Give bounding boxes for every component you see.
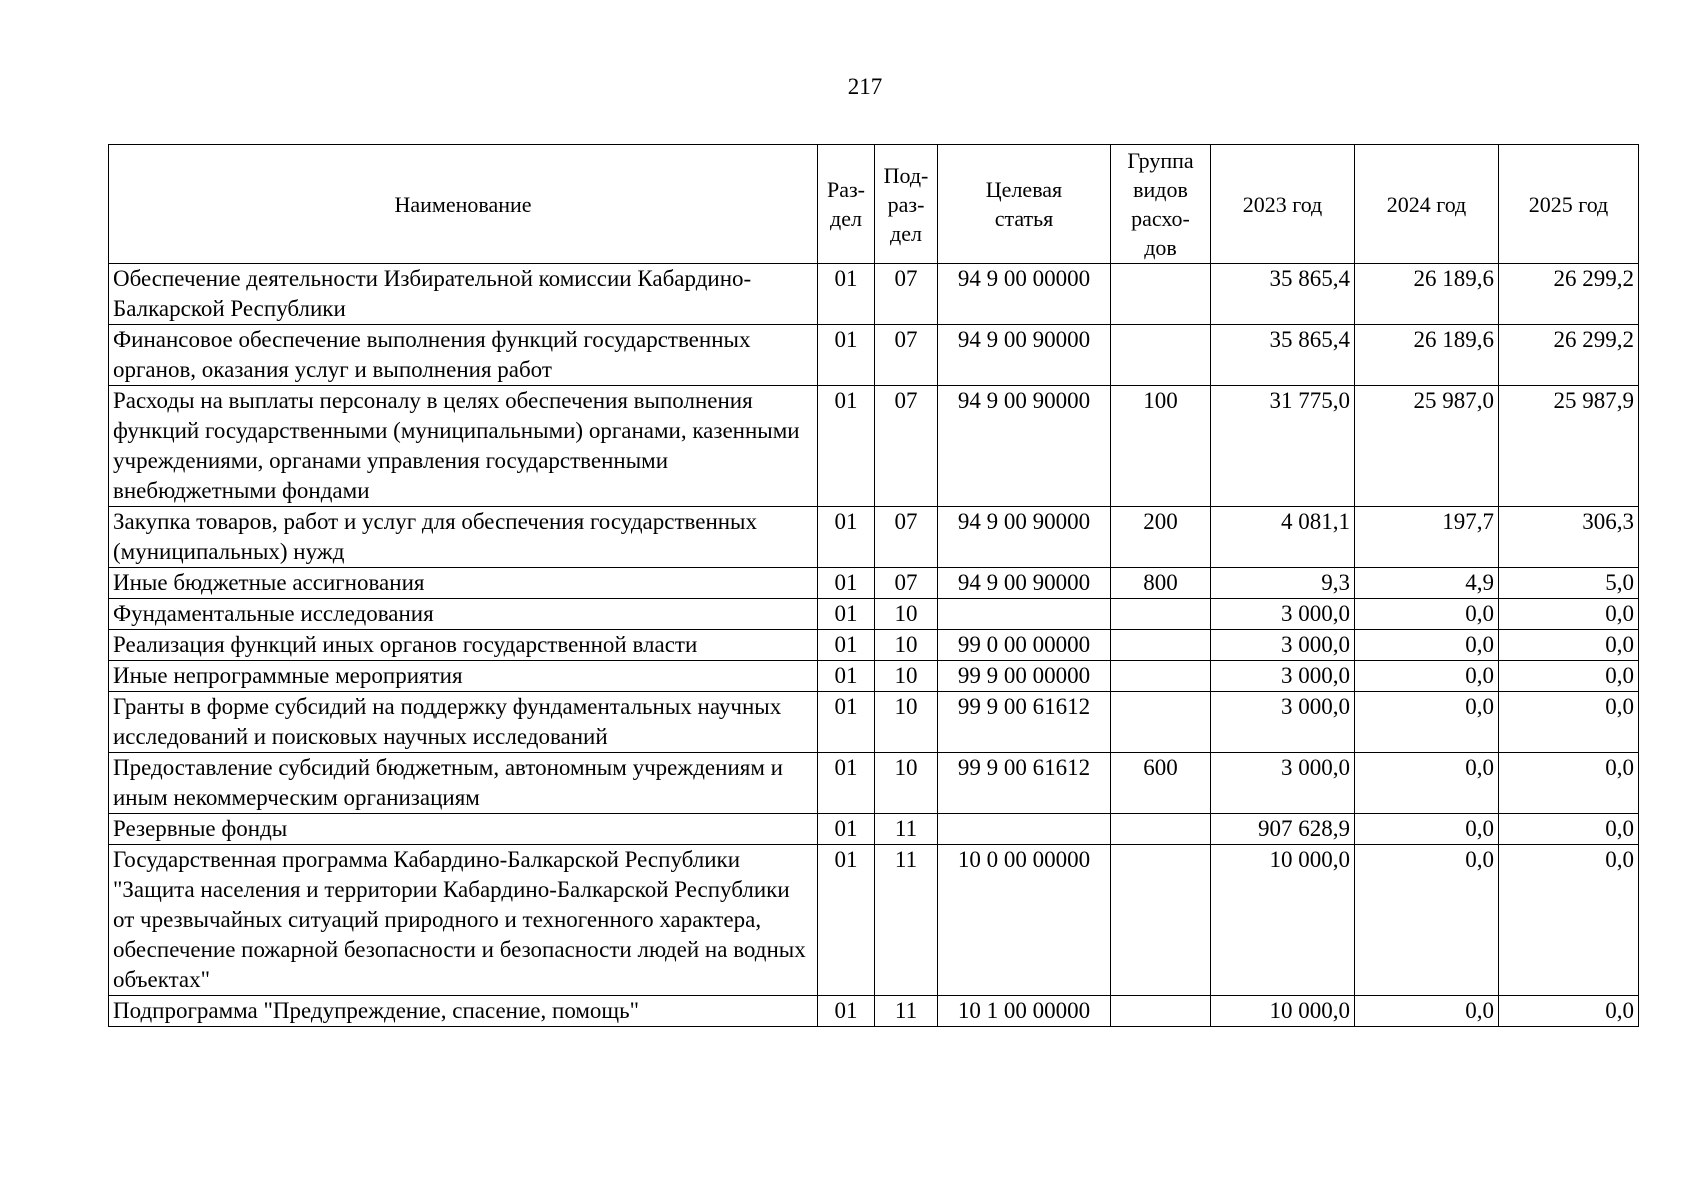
budget-table — [108, 144, 1639, 1027]
cell-2024: 0,0 — [1355, 630, 1499, 661]
cell-target-article: 99 9 00 61612 — [938, 692, 1111, 753]
cell-target-article: 94 9 00 90000 — [938, 507, 1111, 568]
cell-name: Гранты в форме субсидий на поддержку фундаментальных научных исследований и поисковых научных исследований — [109, 692, 818, 753]
cell-razdel: 01 — [818, 692, 875, 753]
header-2025: 2025 год — [1499, 145, 1639, 264]
cell-target-article: 94 9 00 90000 — [938, 325, 1111, 386]
cell-expense-group — [1111, 630, 1211, 661]
cell-name: Подпрограмма "Предупреждение, спасение, помощь" — [109, 996, 818, 1027]
cell-target-article: 94 9 00 90000 — [938, 568, 1111, 599]
header-name: Наименование — [109, 145, 818, 264]
cell-2024: 0,0 — [1355, 692, 1499, 753]
cell-podrazdel: 10 — [875, 630, 938, 661]
cell-2024: 0,0 — [1355, 814, 1499, 845]
cell-2025: 0,0 — [1499, 599, 1639, 630]
cell-2025: 0,0 — [1499, 814, 1639, 845]
cell-2025: 0,0 — [1499, 661, 1639, 692]
cell-expense-group — [1111, 264, 1211, 325]
cell-expense-group: 100 — [1111, 386, 1211, 507]
cell-podrazdel: 10 — [875, 599, 938, 630]
cell-2025: 0,0 — [1499, 845, 1639, 996]
cell-2023: 10 000,0 — [1211, 845, 1355, 996]
table-row — [109, 630, 1639, 661]
cell-podrazdel: 11 — [875, 996, 938, 1027]
table-row — [109, 692, 1639, 753]
cell-podrazdel: 07 — [875, 386, 938, 507]
cell-expense-group — [1111, 661, 1211, 692]
table-row — [109, 814, 1639, 845]
cell-2023: 3 000,0 — [1211, 753, 1355, 814]
page-number: 217 — [847, 74, 883, 99]
cell-name: Резервные фонды — [109, 814, 818, 845]
cell-razdel: 01 — [818, 661, 875, 692]
cell-2025: 0,0 — [1499, 753, 1639, 814]
cell-2023: 907 628,9 — [1211, 814, 1355, 845]
cell-2025: 0,0 — [1499, 692, 1639, 753]
table-row — [109, 325, 1639, 386]
header-razdel: Раз- дел — [818, 145, 875, 264]
cell-name: Обеспечение деятельности Избирательной комиссии Кабардино-Балкарской Республики — [109, 264, 818, 325]
header-2023: 2023 год — [1211, 145, 1355, 264]
cell-podrazdel: 10 — [875, 661, 938, 692]
cell-podrazdel: 07 — [875, 568, 938, 599]
cell-target-article — [938, 599, 1111, 630]
cell-target-article: 99 9 00 00000 — [938, 661, 1111, 692]
table-header-row — [109, 145, 1639, 264]
cell-name: Предоставление субсидий бюджетным, автономным учреждениям и иным некоммерческим организациям — [109, 753, 818, 814]
cell-2024: 197,7 — [1355, 507, 1499, 568]
cell-2023: 35 865,4 — [1211, 325, 1355, 386]
header-2024: 2024 год — [1355, 145, 1499, 264]
cell-podrazdel: 07 — [875, 325, 938, 386]
cell-2025: 0,0 — [1499, 996, 1639, 1027]
cell-name: Финансовое обеспечение выполнения функций государственных органов, оказания услуг и выполнения работ — [109, 325, 818, 386]
cell-expense-group — [1111, 814, 1211, 845]
cell-name: Государственная программа Кабардино-Балкарской Республики "Защита населения и территории Кабардино-Балкарской Республики от чрезвычайных ситуаций природного и техногенного характера, обеспечение пожарной безопасности и безопасности людей на водных объектах" — [109, 845, 818, 996]
cell-2025: 5,0 — [1499, 568, 1639, 599]
cell-2023: 3 000,0 — [1211, 692, 1355, 753]
cell-2025: 25 987,9 — [1499, 386, 1639, 507]
cell-razdel: 01 — [818, 264, 875, 325]
cell-target-article: 10 1 00 00000 — [938, 996, 1111, 1027]
cell-podrazdel: 07 — [875, 507, 938, 568]
header-target-article: Целевая статья — [938, 145, 1111, 264]
cell-2024: 26 189,6 — [1355, 325, 1499, 386]
cell-podrazdel: 11 — [875, 845, 938, 996]
cell-target-article: 94 9 00 00000 — [938, 264, 1111, 325]
cell-2025: 306,3 — [1499, 507, 1639, 568]
header-expense-group: Группа видов расхо- дов — [1111, 145, 1211, 264]
cell-razdel: 01 — [818, 630, 875, 661]
header-podrazdel: Под- раз- дел — [875, 145, 938, 264]
cell-razdel: 01 — [818, 507, 875, 568]
table-row — [109, 264, 1639, 325]
cell-razdel: 01 — [818, 568, 875, 599]
cell-podrazdel: 07 — [875, 264, 938, 325]
cell-name: Закупка товаров, работ и услуг для обеспечения государственных (муниципальных) нужд — [109, 507, 818, 568]
cell-expense-group: 800 — [1111, 568, 1211, 599]
table-row — [109, 386, 1639, 507]
cell-expense-group: 600 — [1111, 753, 1211, 814]
cell-2024: 0,0 — [1355, 599, 1499, 630]
cell-name: Расходы на выплаты персоналу в целях обеспечения выполнения функций государственными (муниципальными) органами, казенными учреждениями, органами управления государственными внебюджетными фондами — [109, 386, 818, 507]
cell-name: Иные бюджетные ассигнования — [109, 568, 818, 599]
cell-2023: 31 775,0 — [1211, 386, 1355, 507]
cell-2023: 35 865,4 — [1211, 264, 1355, 325]
cell-2023: 3 000,0 — [1211, 599, 1355, 630]
cell-2024: 25 987,0 — [1355, 386, 1499, 507]
cell-razdel: 01 — [818, 753, 875, 814]
cell-target-article — [938, 814, 1111, 845]
cell-2025: 0,0 — [1499, 630, 1639, 661]
cell-2023: 10 000,0 — [1211, 996, 1355, 1027]
cell-2024: 26 189,6 — [1355, 264, 1499, 325]
cell-2023: 9,3 — [1211, 568, 1355, 599]
cell-target-article: 94 9 00 90000 — [938, 386, 1111, 507]
cell-2023: 3 000,0 — [1211, 661, 1355, 692]
cell-2024: 0,0 — [1355, 661, 1499, 692]
cell-expense-group — [1111, 845, 1211, 996]
cell-name: Иные непрограммные мероприятия — [109, 661, 818, 692]
cell-podrazdel: 11 — [875, 814, 938, 845]
cell-2024: 0,0 — [1355, 753, 1499, 814]
cell-razdel: 01 — [818, 845, 875, 996]
cell-2025: 26 299,2 — [1499, 325, 1639, 386]
cell-razdel: 01 — [818, 386, 875, 507]
cell-podrazdel: 10 — [875, 753, 938, 814]
cell-2023: 3 000,0 — [1211, 630, 1355, 661]
table-row — [109, 507, 1639, 568]
cell-2025: 26 299,2 — [1499, 264, 1639, 325]
cell-2023: 4 081,1 — [1211, 507, 1355, 568]
table-row — [109, 568, 1639, 599]
cell-name: Реализация функций иных органов государственной власти — [109, 630, 818, 661]
cell-target-article: 99 0 00 00000 — [938, 630, 1111, 661]
cell-razdel: 01 — [818, 325, 875, 386]
cell-name: Фундаментальные исследования — [109, 599, 818, 630]
table-row — [109, 661, 1639, 692]
cell-razdel: 01 — [818, 996, 875, 1027]
cell-podrazdel: 10 — [875, 692, 938, 753]
table-row — [109, 753, 1639, 814]
table-row — [109, 845, 1639, 996]
cell-expense-group — [1111, 692, 1211, 753]
cell-target-article: 10 0 00 00000 — [938, 845, 1111, 996]
cell-2024: 0,0 — [1355, 996, 1499, 1027]
cell-razdel: 01 — [818, 814, 875, 845]
cell-expense-group — [1111, 325, 1211, 386]
cell-2024: 0,0 — [1355, 845, 1499, 996]
table-row — [109, 996, 1639, 1027]
cell-2024: 4,9 — [1355, 568, 1499, 599]
cell-expense-group — [1111, 599, 1211, 630]
table-row — [109, 599, 1639, 630]
cell-razdel: 01 — [818, 599, 875, 630]
cell-expense-group — [1111, 996, 1211, 1027]
cell-expense-group: 200 — [1111, 507, 1211, 568]
cell-target-article: 99 9 00 61612 — [938, 753, 1111, 814]
